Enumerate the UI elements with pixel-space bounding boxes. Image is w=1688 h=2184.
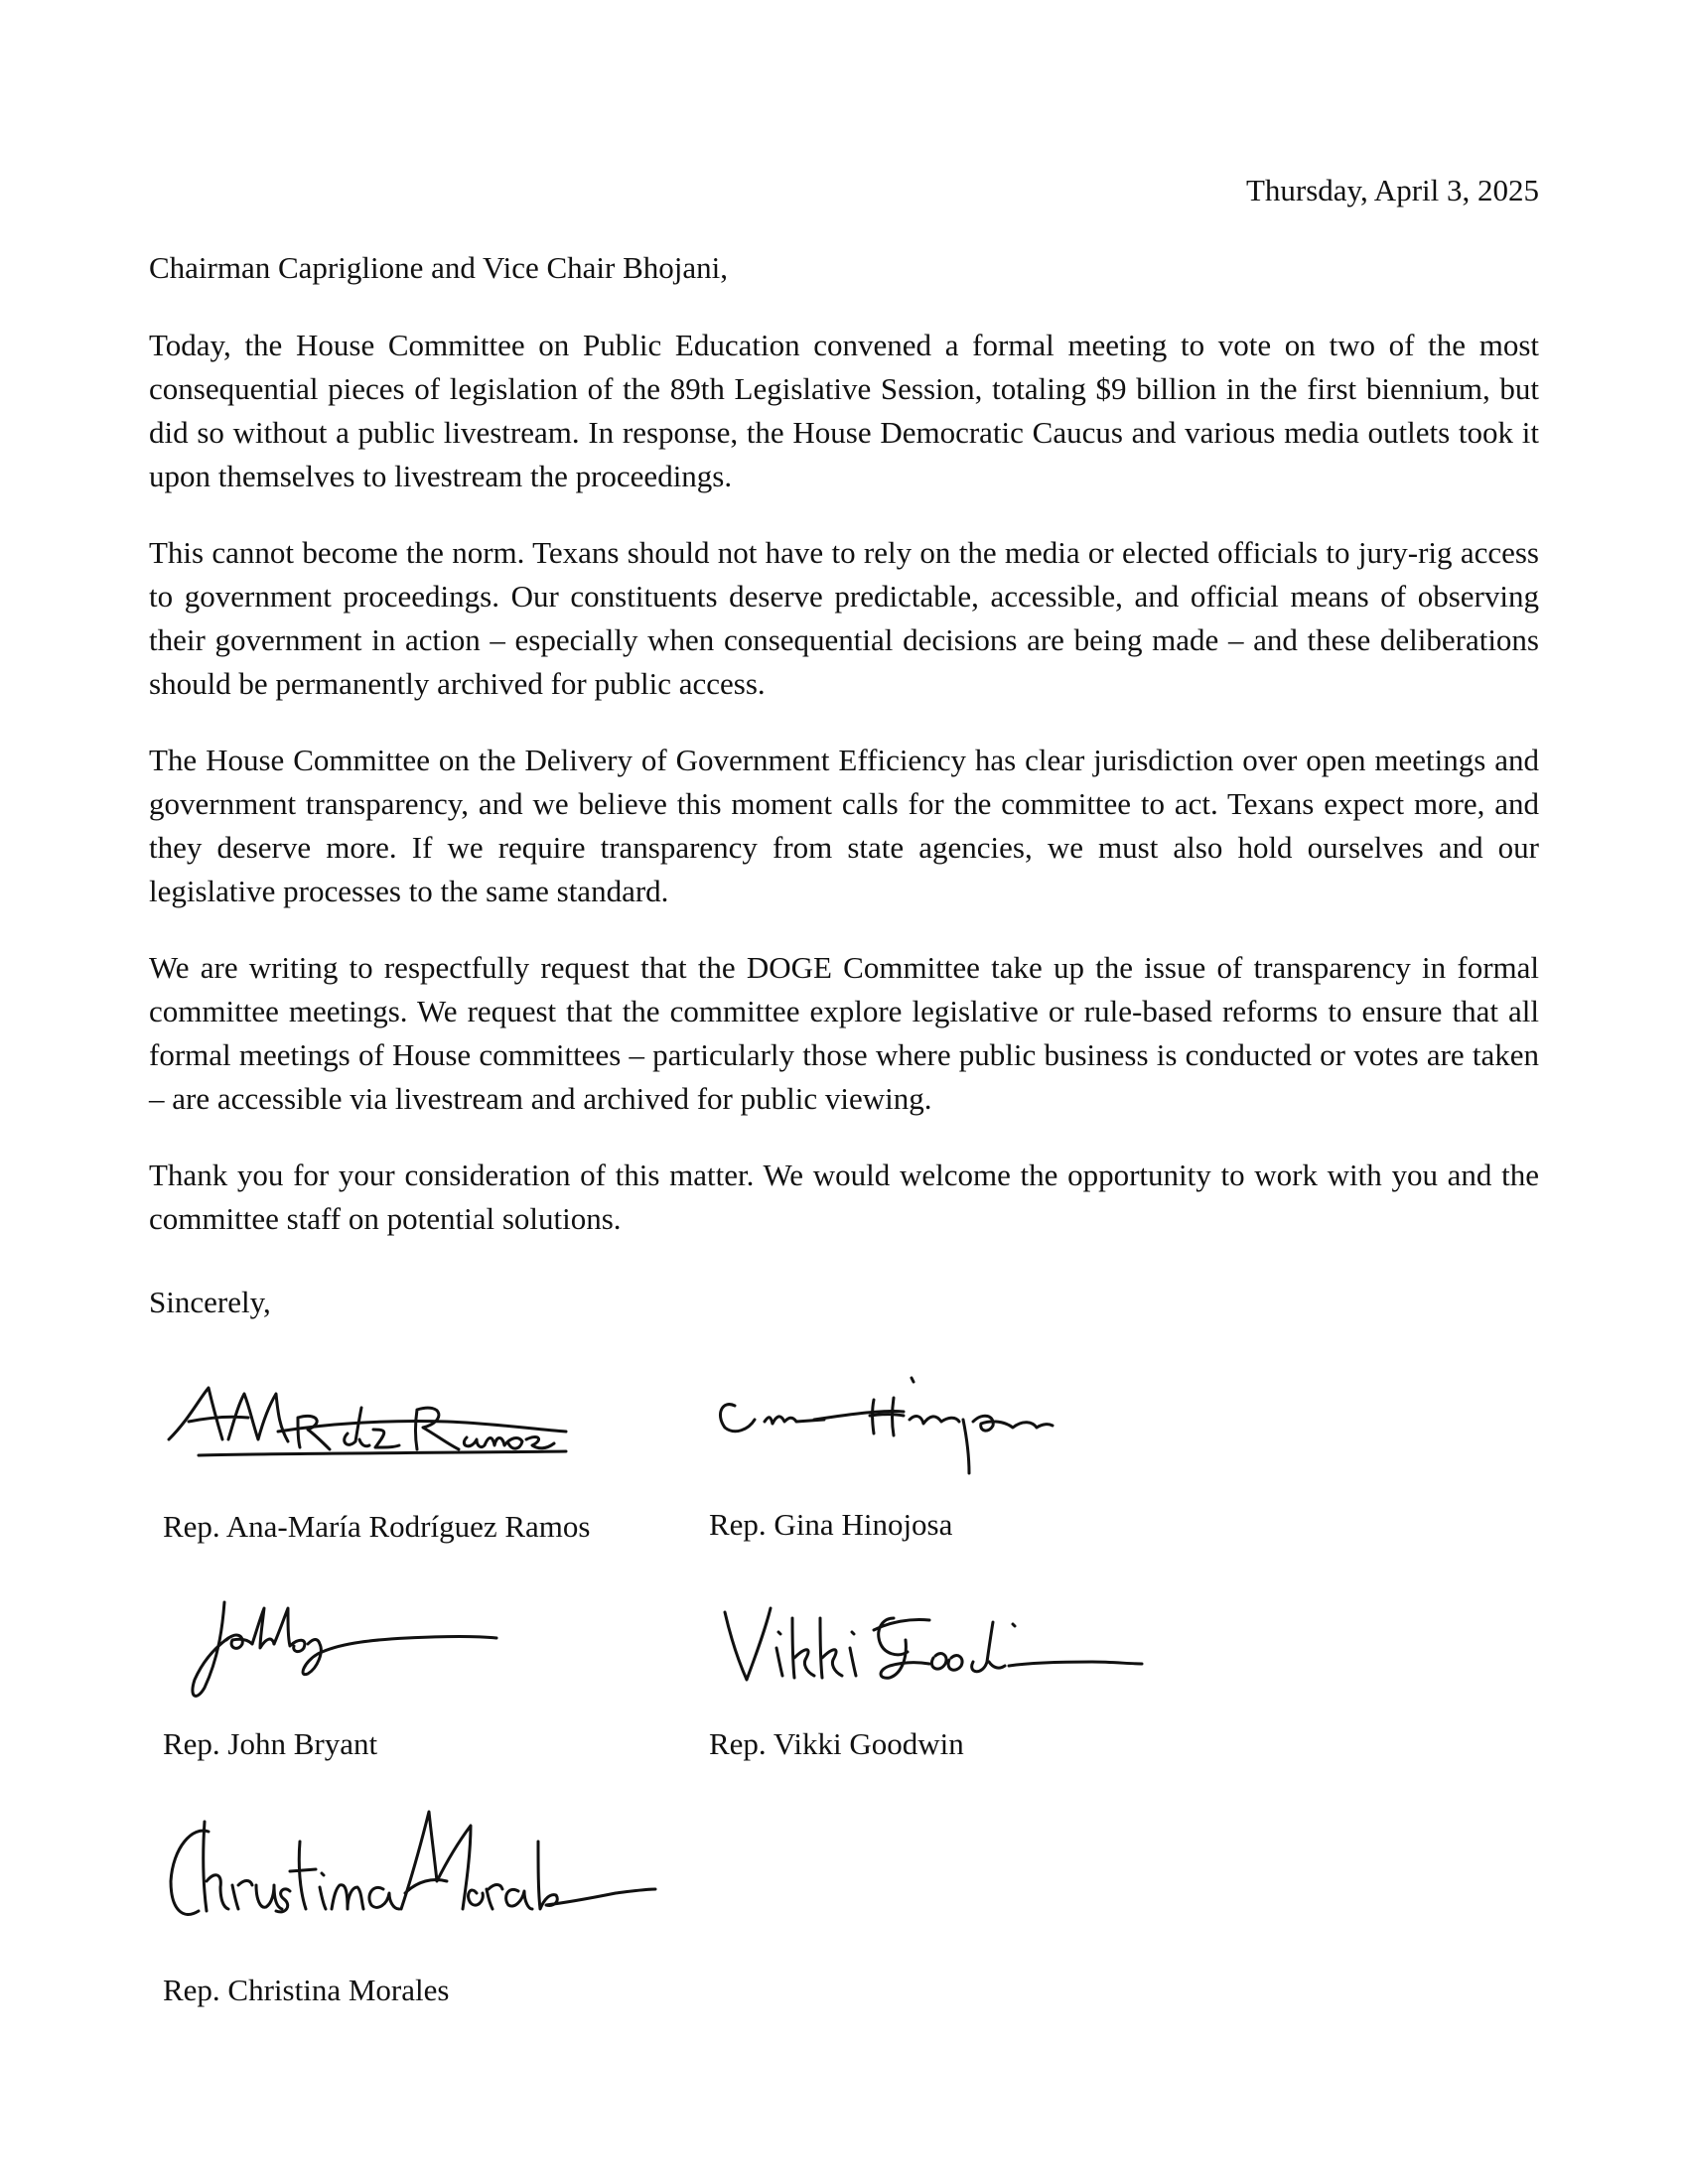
closing: Sincerely, — [149, 1285, 271, 1319]
handwritten-signature-goodwin — [695, 1578, 1152, 1707]
signature-block-goodwin — [695, 1578, 1251, 1767]
signatory-name: Rep. Gina Hinojosa — [709, 1507, 953, 1542]
handwritten-signature-bryant — [149, 1578, 606, 1707]
letter-date: Thursday, April 3, 2025 — [1245, 173, 1539, 207]
letter-body — [149, 324, 1539, 1274]
paragraph-1: Today, the House Committee on Public Education convened a formal meeting to vote on two of the most consequential pieces of legislation of the 89th Legislative Session, totaling $9 billion in the first biennium, but did so without a public livestream. In response, the House Democratic Caucus and various media outlets took it upon themselves to livestream the proceedings. — [149, 328, 1539, 493]
signatory-name: Rep. Christina Morales — [163, 1973, 450, 2007]
signature-block-bryant — [149, 1578, 705, 1767]
letter-page — [149, 0, 1539, 2184]
signatory-name: Rep. Vikki Goodwin — [709, 1726, 964, 1761]
signature-block-rodriguez-ramos — [149, 1360, 705, 1549]
handwritten-signature-rodriguez-ramos — [149, 1360, 606, 1479]
paragraph-5: Thank you for your consideration of this matter. We would welcome the opportunity to work with you and the committee staff on potential solutions. — [149, 1158, 1539, 1236]
paragraph-4: We are writing to respectfully request that the DOGE Committee take up the issue of transparency in formal committee meetings. We request that the committee explore legislative or rule-based reforms to ensure that all formal meetings of House committees – particularly those where public business is conducted or votes are taken – are accessible via livestream and archived for public viewing. — [149, 950, 1539, 1116]
handwritten-signature-hinojosa — [695, 1350, 1152, 1489]
salutation: Chairman Capriglione and Vice Chair Bhojani, — [149, 250, 728, 285]
paragraph-3: The House Committee on the Delivery of Government Efficiency has clear jurisdiction over open meetings and government transparency, and we believe this moment calls for the committee to act. Texans expect more, and they deserve more. If we require transparency from state agencies, we must also hold ourselves and our legislative processes to the same standard. — [149, 743, 1539, 908]
signatory-name: Rep. Ana-María Rodríguez Ramos — [163, 1509, 591, 1544]
paragraph-2: This cannot become the norm. Texans should not have to rely on the media or elected officials to jury-rig access to government proceedings. Our constituents deserve predictable, accessible, and official means of observing their government in action – especially when consequential decisions are being made – and these deliberations should be permanently archived for public access. — [149, 535, 1539, 701]
signature-block-hinojosa — [695, 1350, 1251, 1549]
signature-block-morales — [149, 1782, 705, 2010]
handwritten-signature-morales — [149, 1782, 645, 1951]
signatory-name: Rep. John Bryant — [163, 1726, 378, 1761]
